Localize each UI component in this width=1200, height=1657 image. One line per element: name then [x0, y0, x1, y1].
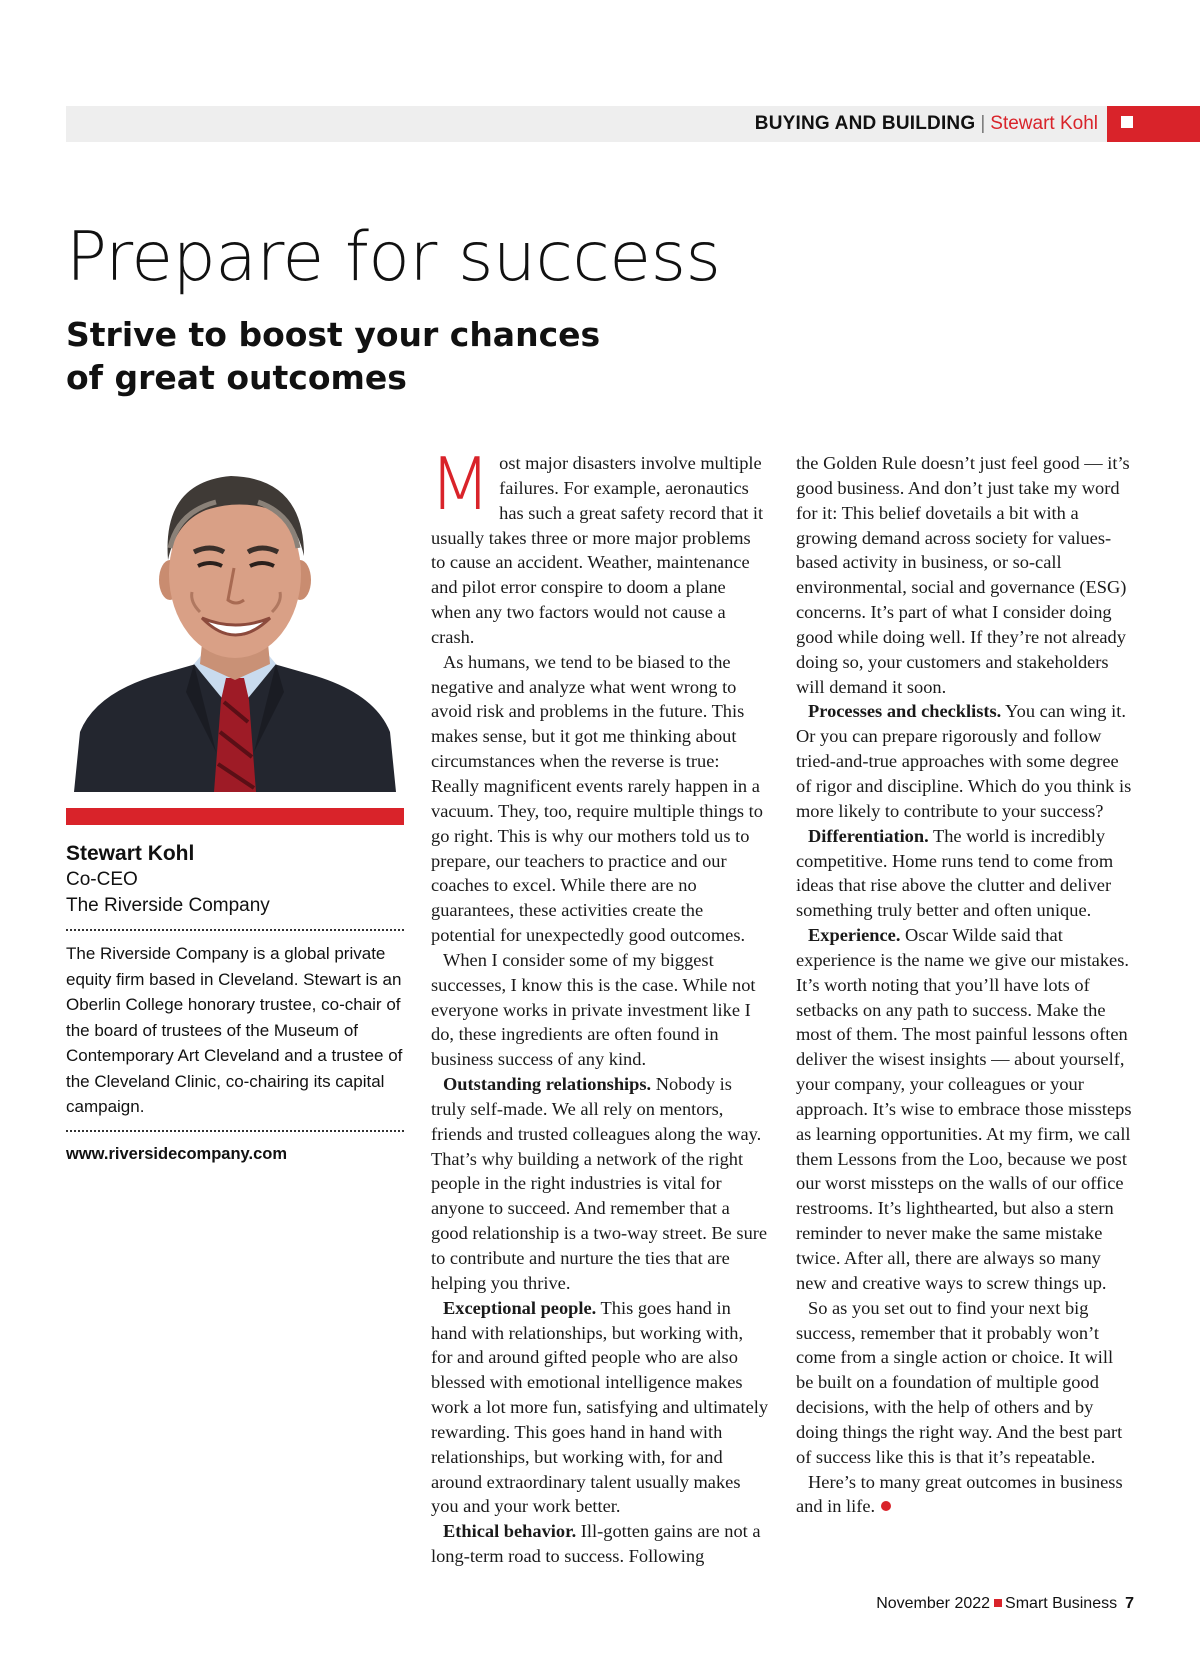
dotted-divider: [66, 1130, 404, 1132]
ethics-heading: Ethical behavior.: [443, 1521, 577, 1542]
dotted-divider: [66, 929, 404, 931]
final-paragraph: [796, 1470, 1134, 1520]
article-column-1: [429, 442, 769, 1569]
people-text: This goes hand in hand with relationships, but working with, for and around gifted people who are also blessed with emotional intelligence makes work a lot more fun, satisfying and ultimately rewarding. This goes hand in hand with relationships, but working with, for and around extraordinary talent usually makes you and your work better.: [431, 1297, 769, 1517]
author-bio-box: [66, 840, 404, 1166]
author-description: The Riverside Company is a global private equity firm based in Cleveland. Stewart is an Oberlin College honorary trustee, co-chair of the board of trustees of the Museum of Contemporary Art Cleveland and a trustee of the Cleveland Clinic, co-chairing its capital campaign.: [66, 944, 403, 1116]
portrait-photo-icon: [66, 452, 404, 792]
experience-paragraph: [796, 923, 1134, 1296]
intro-text: ost major disasters involve multiple failures. For example, aeronautics has such a great safety record that it usually takes three or more major problems to cause an accident. Weather, maintenance and pilot error conspire to doom a plane when any two factors would not cause a crash.: [431, 453, 764, 647]
header-author: Stewart Kohl: [990, 113, 1098, 134]
body-paragraph: When I consider some of my biggest successes, I know this is the case. While not everyone works in private investment like I do, these ingredients are often found in business success of any kind.: [431, 949, 756, 1070]
issue-date: November 2022: [876, 1595, 991, 1612]
article-column-2: [796, 451, 1134, 1519]
relationships-text: Nobody is truly self-made. We all rely on mentors, friends and trusted colleagues along the way. That’s why building a network of the right people in the right industries is vital for anyone to succeed. And remember that a good relationship is a two-way street. Be sure to contribute and nurture the ties that are helping you thrive.: [431, 1074, 768, 1293]
differentiation-text: The world is incredibly competitive. Home runs tend to come from ideas that rise above the clutter and deliver something truly better and often unique.: [796, 825, 1114, 921]
header-separator: |: [980, 113, 986, 134]
article-title: Prepare for success: [66, 218, 721, 297]
body-paragraph: As humans, we tend to be biased to the negative and analyze what went wrong to avoid risk and problems in the future. This makes sense, but it got me thinking about circumstances when the reverse is true: Really magnificent events rarely happen in a vacuum. They, too, require multiple things to go right. This is why our mothers told us to prepare, our teachers to practice and our coaches to excel. While there are no guarantees, these activities create the potential for unexpectedly good outcomes.: [431, 651, 763, 946]
section-header-bar: [66, 106, 1200, 142]
people-heading: Exceptional people.: [443, 1297, 597, 1318]
author-role: Co-CEO: [66, 869, 138, 890]
author-company: The Riverside Company: [66, 895, 270, 916]
ethics-paragraph: [431, 1519, 769, 1569]
square-icon: [1121, 116, 1133, 128]
process-text: You can wing it. Or you can prepare rigorously and follow tried-and-true approaches with some degree of rigor and discipline. Which do you think is more likely to contribute to your success?: [796, 701, 1132, 821]
section-name: BUYING AND BUILDING: [754, 113, 976, 134]
publication-name: Smart Business: [1005, 1595, 1118, 1612]
differentiation-heading: Differentiation.: [808, 825, 929, 846]
people-paragraph: [431, 1296, 769, 1520]
process-heading: Processes and checklists.: [808, 701, 1002, 722]
ethics-continued-paragraph: the Golden Rule doesn’t just feel good — it’s good business. And don’t just take my word for it: This belief dovetails a bit with a growing demand across society for values-based activity in business, or so-call environmental, social and governance (ESG) concerns. It’s part of what I consider doing good while doing well. If they’re not already doing so, your customers and stakeholders will demand it soon.: [796, 453, 1130, 697]
header-accent-block: [1107, 106, 1200, 142]
article-subtitle: Strive to boost your chances of great outcomes: [66, 315, 601, 397]
company-website-link[interactable]: www.riversidecompany.com: [66, 1144, 287, 1163]
relationships-paragraph: [431, 1072, 769, 1296]
section-label: [755, 106, 1098, 142]
intro-paragraph: [429, 442, 769, 650]
ethics-text-part1: Ill-gotten gains are not a long-term road to success. Following: [431, 1521, 761, 1567]
final-text: Here’s to many great outcomes in business and in life.: [796, 1471, 1123, 1517]
closing-paragraph: So as you set out to find your next big success, remember that it probably won’t come from a single action or choice. It will be built on a foundation of multiple good decisions, with the help of others and by doing things the right way. And the best part of success like this is that it’s repeatable.: [796, 1297, 1123, 1467]
author-portrait: [66, 452, 404, 792]
author-name: Stewart Kohl: [66, 842, 195, 865]
differentiation-paragraph: [796, 824, 1134, 923]
square-bullet-icon: [994, 1599, 1002, 1607]
process-paragraph: [796, 699, 1134, 823]
relationships-heading: Outstanding relationships.: [443, 1074, 652, 1095]
page-number: 7: [1125, 1595, 1134, 1612]
drop-cap: M: [429, 442, 492, 526]
end-mark-icon: [881, 1501, 891, 1511]
experience-text: Oscar Wilde said that experience is the name we give our mistakes. It’s worth noting that you’ll have lots of setbacks on any path to success. Make the most of them. The most painful lessons often deliver the wisest insights — about yourself, your company, your colleagues or your approach. It’s wise to embrace those missteps as learning opportunities. At my firm, we call them Lessons from the Loo, because we post our worst missteps on the walls of our office restrooms. It’s lighthearted, but also a stern reminder to never make the same mistake twice. After all, there are always so many new and creative ways to screw things up.: [796, 925, 1132, 1293]
experience-heading: Experience.: [808, 925, 901, 946]
page-footer: [876, 1594, 1134, 1614]
profile-accent-bar: [66, 808, 404, 825]
